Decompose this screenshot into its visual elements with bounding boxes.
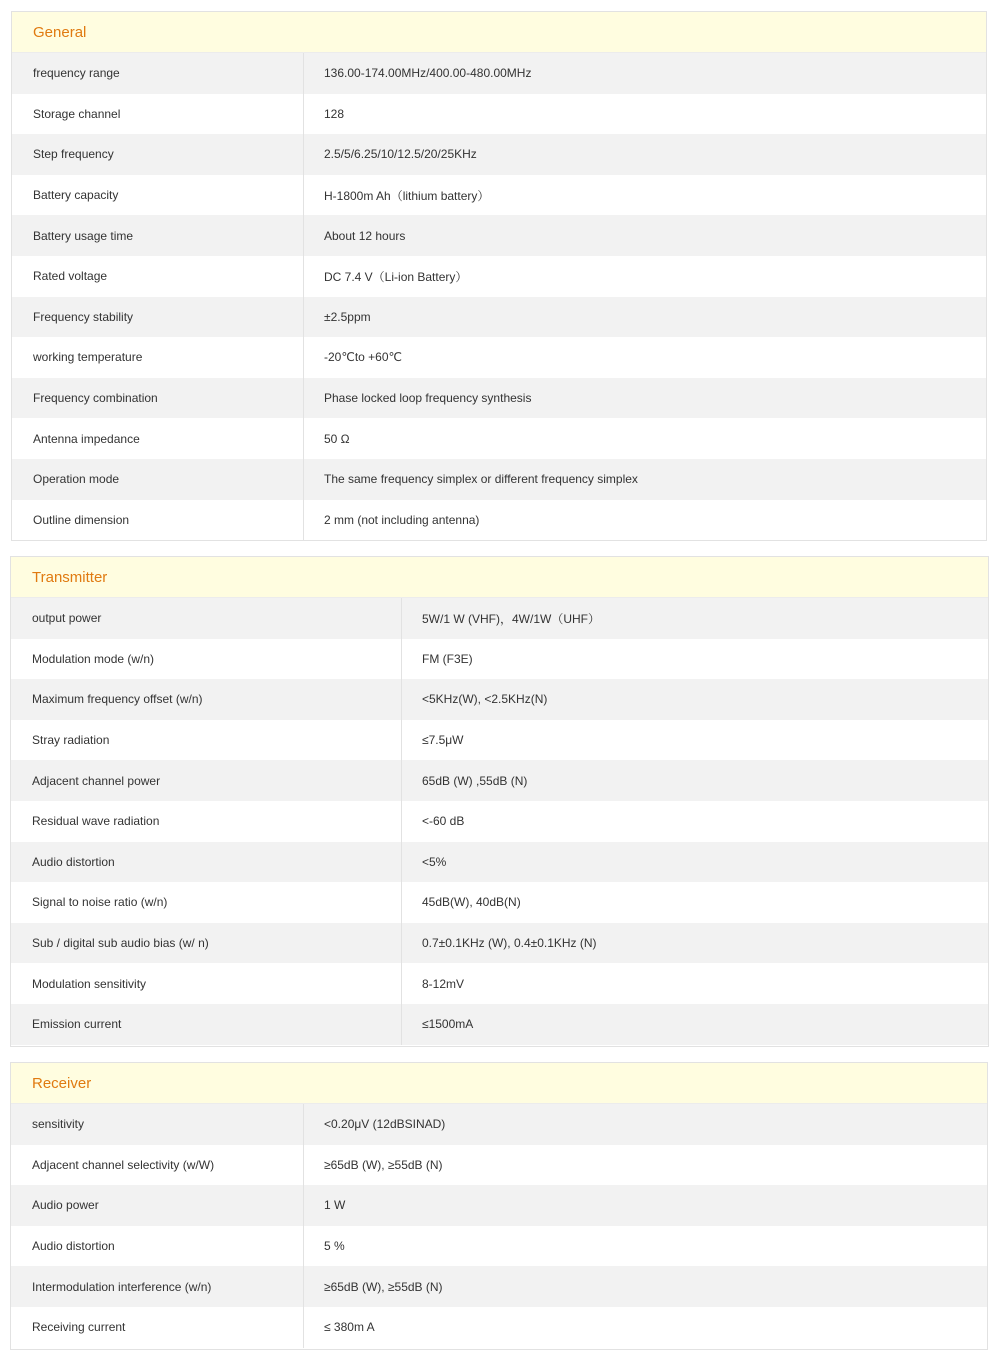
spec-value: 5W/1 W (VHF)，4W/1W（UHF） [422, 611, 600, 626]
spec-row [12, 418, 986, 459]
spec-row [12, 134, 986, 175]
spec-row [11, 1226, 987, 1267]
spec-value: 128 [324, 106, 345, 121]
transmitter-spec-table [10, 556, 989, 1047]
receiver-spec-table [10, 1062, 988, 1350]
spec-value: 0.7±0.1KHz (W), 0.4±0.1KHz (N) [422, 936, 597, 951]
spec-value: <5KHz(W), <2.5KHz(N) [422, 692, 548, 707]
spec-value: The same frequency simplex or different frequency simplex [324, 472, 638, 487]
spec-value: 2 mm (not including antenna) [324, 512, 480, 527]
spec-row [12, 500, 986, 541]
spec-value: DC 7.4 V（Li-ion Battery） [324, 269, 468, 284]
spec-value: ≤ 380m A [324, 1320, 375, 1335]
spec-row [11, 1266, 987, 1307]
spec-value: -20℃to +60℃ [324, 350, 402, 365]
spec-label: Residual wave radiation [11, 801, 402, 842]
spec-label: Stray radiation [11, 720, 402, 761]
spec-label: Frequency combination [12, 378, 304, 419]
spec-value: FM (F3E) [422, 651, 473, 666]
spec-label: Frequency stability [12, 297, 304, 338]
spec-row [12, 256, 986, 297]
spec-label: frequency range [12, 53, 304, 94]
spec-row [11, 679, 988, 720]
spec-row [11, 1307, 987, 1348]
spec-value: ≥65dB (W), ≥55dB (N) [324, 1279, 443, 1294]
spec-row [12, 459, 986, 500]
spec-label: Modulation mode (w/n) [11, 639, 402, 680]
spec-row [12, 215, 986, 256]
spec-label: Receiving current [11, 1307, 304, 1348]
receiver-rows [11, 1104, 987, 1348]
spec-value: ≤7.5μW [422, 733, 464, 748]
spec-label: Adjacent channel selectivity (w/W) [11, 1145, 304, 1186]
spec-value: 45dB(W), 40dB(N) [422, 895, 521, 910]
spec-label: Emission current [11, 1004, 402, 1045]
spec-label: Maximum frequency offset (w/n) [11, 679, 402, 720]
spec-row [11, 1185, 987, 1226]
spec-value: ≥65dB (W), ≥55dB (N) [324, 1157, 443, 1172]
spec-label: Adjacent channel power [11, 760, 402, 801]
spec-row [11, 882, 988, 923]
spec-value: ±2.5ppm [324, 309, 371, 324]
spec-row [11, 1004, 988, 1045]
section-title-transmitter: Transmitter [11, 557, 988, 598]
spec-value: 1 W [324, 1198, 346, 1213]
spec-row [11, 760, 988, 801]
section-title-receiver: Receiver [11, 1063, 987, 1104]
spec-value: <5% [422, 854, 447, 869]
spec-label: Audio distortion [11, 1226, 304, 1267]
spec-label: Signal to noise ratio (w/n) [11, 882, 402, 923]
transmitter-rows [11, 598, 988, 1045]
spec-row [11, 923, 988, 964]
spec-row [12, 378, 986, 419]
spec-row [11, 598, 988, 639]
spec-row [12, 297, 986, 338]
spec-row [11, 801, 988, 842]
section-title-general: General [12, 12, 986, 53]
spec-label: Battery capacity [12, 175, 304, 216]
spec-label: Rated voltage [12, 256, 304, 297]
spec-value: 65dB (W) ,55dB (N) [422, 773, 528, 788]
spec-row [11, 639, 988, 680]
spec-label: Battery usage time [12, 215, 304, 256]
spec-value: ≤1500mA [422, 1017, 474, 1032]
general-spec-table [11, 11, 987, 541]
spec-label: Operation mode [12, 459, 304, 500]
spec-label: Outline dimension [12, 500, 304, 541]
general-rows [12, 53, 986, 540]
spec-label: Step frequency [12, 134, 304, 175]
spec-value: <0.20μV (12dBSINAD) [324, 1117, 446, 1132]
spec-value: 50 Ω [324, 431, 350, 446]
spec-label: Storage channel [12, 94, 304, 135]
spec-label: working temperature [12, 337, 304, 378]
spec-label: sensitivity [11, 1104, 304, 1145]
spec-row [12, 175, 986, 216]
spec-row [11, 720, 988, 761]
spec-label: Audio power [11, 1185, 304, 1226]
spec-row [11, 842, 988, 883]
spec-value: About 12 hours [324, 228, 406, 243]
spec-label: Antenna impedance [12, 418, 304, 459]
spec-value: 2.5/5/6.25/10/12.5/20/25KHz [324, 147, 477, 162]
spec-row [11, 1145, 987, 1186]
spec-label: Sub / digital sub audio bias (w/ n) [11, 923, 402, 964]
spec-label: Audio distortion [11, 842, 402, 883]
spec-value: 5 % [324, 1239, 345, 1254]
spec-value: <-60 dB [422, 814, 465, 829]
spec-label: Modulation sensitivity [11, 963, 402, 1004]
spec-label: output power [11, 598, 402, 639]
spec-value: 136.00-174.00MHz/400.00-480.00MHz [324, 66, 532, 81]
spec-row [12, 337, 986, 378]
spec-row [11, 963, 988, 1004]
spec-value: 8-12mV [422, 976, 465, 991]
spec-value: Phase locked loop frequency synthesis [324, 391, 532, 406]
spec-row [11, 1104, 987, 1145]
spec-label: Intermodulation interference (w/n) [11, 1266, 304, 1307]
spec-value: H-1800m Ah（lithium battery） [324, 188, 490, 203]
spec-row [12, 53, 986, 94]
spec-row [12, 94, 986, 135]
